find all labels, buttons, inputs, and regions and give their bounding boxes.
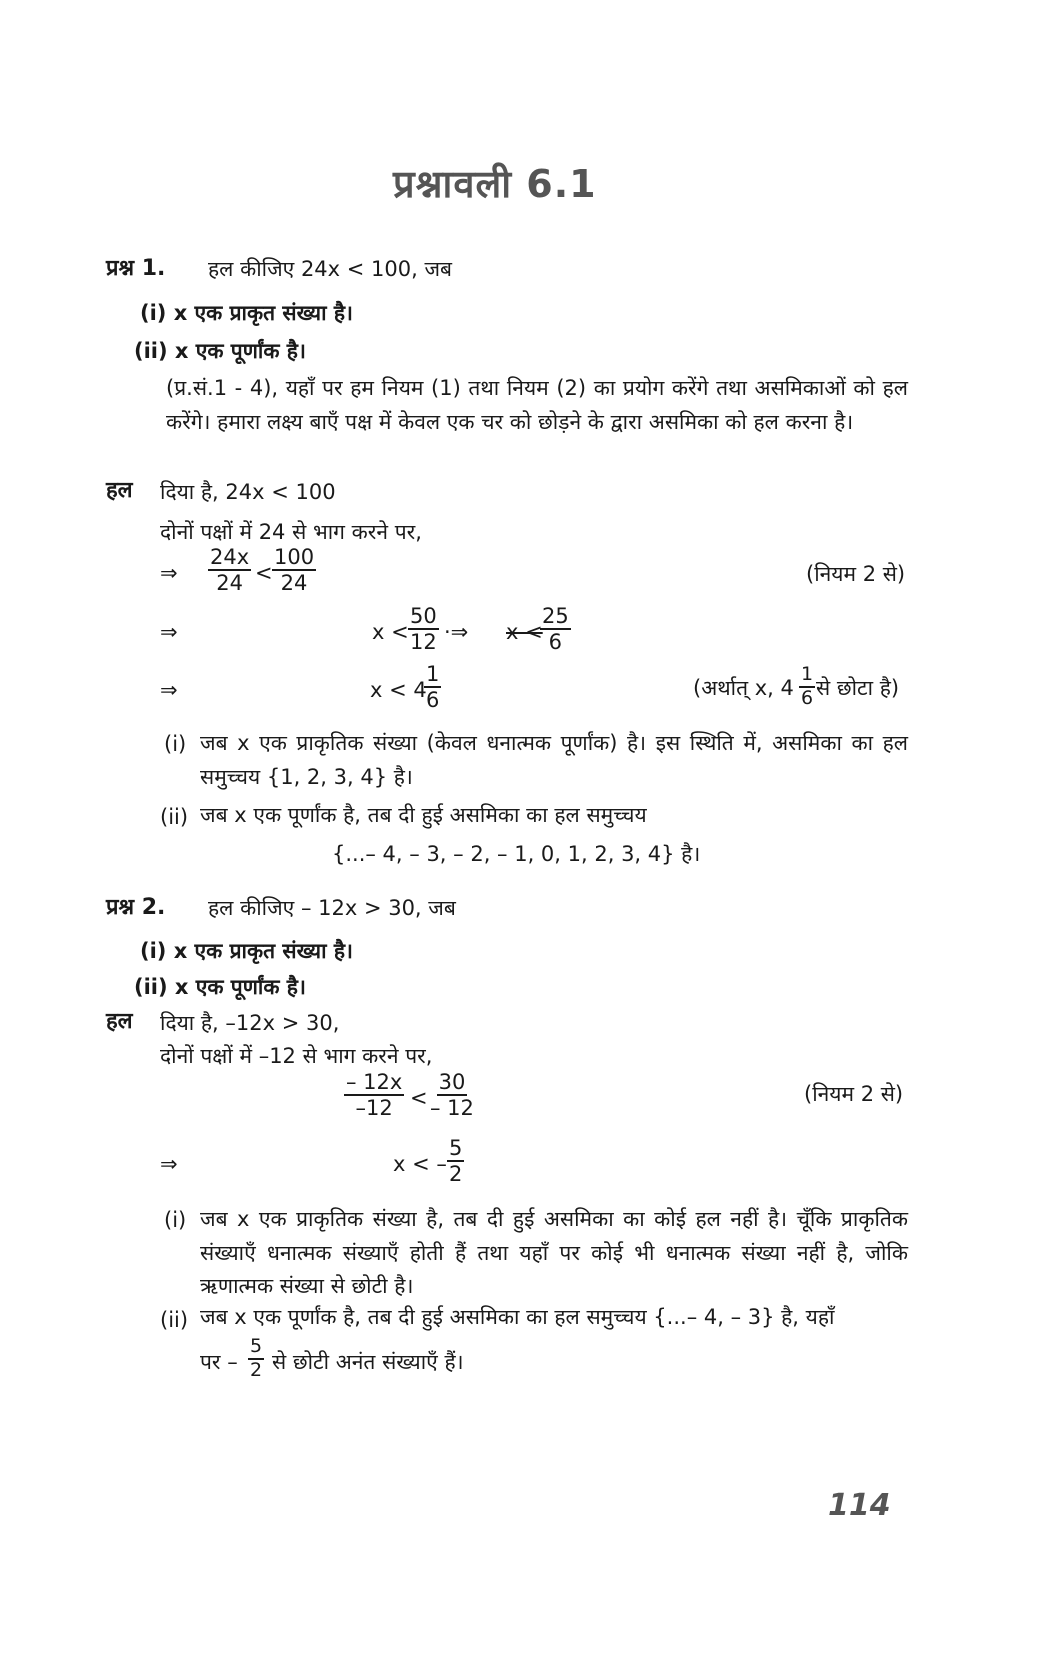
- page-number: 114: [828, 1488, 891, 1523]
- step-3-note-prefix: (अर्थात् x, 4: [693, 676, 794, 700]
- question-2-prompt: हल कीजिए – 12x > 30, जब: [208, 896, 456, 920]
- fraction-numerator: 1: [424, 662, 441, 688]
- fraction-denominator: 2: [449, 1162, 463, 1187]
- fraction-denominator: 6: [548, 630, 563, 655]
- question-2-label: प्रश्न 2.: [106, 895, 166, 920]
- solution-1-divide: दोनों पक्षों में 24 से भाग करने पर,: [160, 520, 422, 544]
- implies-arrow: ⇒: [160, 678, 178, 702]
- fraction-100-over-24: [272, 545, 316, 595]
- fraction-numerator: 24x: [208, 545, 251, 571]
- solution-1-case-ii-set: {...– 4, – 3, – 2, – 1, 0, 1, 2, 3, 4} है।: [332, 842, 701, 866]
- solution-1-case-i: जब x एक प्राकृतिक संख्या (केवल धनात्मक पूर्णांक) है। इस स्थिति में, असमिका का हल समुच्चय {1, 2, 3, 4} है।: [200, 731, 908, 789]
- solution-1-case-ii-label: (ii): [160, 805, 189, 829]
- fraction-numerator: 5: [248, 1336, 264, 1360]
- implies-arrow: ⇒: [160, 620, 178, 644]
- fraction-denominator: 24: [280, 571, 308, 596]
- step-2-lhs: x < –: [393, 1152, 447, 1176]
- fraction-numerator: – 12x: [344, 1070, 404, 1096]
- less-than-sign: <: [410, 1086, 428, 1110]
- step-3-note-suffix: से छोटा है): [816, 676, 900, 700]
- fraction-numerator: 5: [447, 1136, 464, 1162]
- question-2-part-i: (i) x एक प्राकृत संख्या है।: [140, 939, 353, 963]
- solution-1-case-i-label: (i): [164, 732, 187, 756]
- question-1-label: प्रश्न 1.: [106, 256, 166, 281]
- fraction-24x-over-24: [208, 545, 251, 595]
- solution-2-case-ii: जब x एक पूर्णांक है, तब दी हुई असमिका का हल समुच्चय {...– 4, – 3} है, यहाँ: [200, 1305, 835, 1329]
- implies-arrow: ⇒: [160, 1152, 178, 1176]
- solution-2-divide: दोनों पक्षों में –12 से भाग करने पर,: [160, 1044, 433, 1068]
- question-1-part-i: (i) x एक प्राकृत संख्या है।: [140, 301, 353, 325]
- rule-reference: (नियम 2 से): [804, 1082, 904, 1106]
- solution-1-given: दिया है, 24x < 100: [160, 480, 336, 504]
- less-than-sign: <: [255, 561, 273, 585]
- fraction-denominator: 24: [216, 571, 243, 596]
- fraction-1-over-6-note: [799, 664, 815, 710]
- fraction-numerator: 50: [408, 604, 439, 630]
- fraction-denominator: 6: [426, 688, 440, 713]
- fraction-5-over-2: [447, 1136, 464, 1186]
- rule-reference: (नियम 2 से): [806, 562, 906, 586]
- fraction-denominator: – 12: [430, 1096, 474, 1121]
- implies-arrow: ·⇒: [444, 620, 469, 644]
- solution-2-case-ii-line2-prefix: पर –: [200, 1350, 238, 1374]
- solution-2-case-i: जब x एक प्राकृतिक संख्या है, तब दी हुई असमिका का कोई हल नहीं है। चूँकि प्राकृतिक संख्याएँ धनात्मक संख्याएँ होती हैं तथा यहाँ पर कोई भी धनात्मक संख्या नहीं है, जोकि ऋणात्मक संख्या से छोटी है।: [200, 1207, 908, 1299]
- question-1-prompt: हल कीजिए 24x < 100, जब: [208, 257, 453, 281]
- question-2-part-ii: (ii) x एक पूर्णांक है।: [134, 975, 306, 999]
- fraction-denominator: 2: [250, 1358, 263, 1381]
- fraction-numerator: 100: [272, 545, 316, 571]
- solution-2-label: हल: [106, 1009, 133, 1034]
- fraction-denominator: 12: [410, 630, 437, 655]
- fraction-1-over-6: [424, 662, 441, 712]
- fraction-numerator: 30: [437, 1070, 468, 1096]
- question-1-note: (प्र.सं.1 - 4), यहाँ पर हम नियम (1) तथा नियम (2) का प्रयोग करेंगे तथा असमिकाओं को हल करेंगे। हमारा लक्ष्य बाएँ पक्ष में केवल एक चर को छोड़ने के द्वारा असमिका को हल करना है।: [166, 376, 908, 434]
- solution-2-case-i-label: (i): [164, 1208, 187, 1232]
- solution-1-case-ii: जब x एक पूर्णांक है, तब दी हुई असमिका का हल समुच्चय: [200, 803, 647, 827]
- solution-2-case-ii-label: (ii): [160, 1308, 189, 1332]
- implies-arrow: ⇒: [160, 561, 178, 585]
- fraction-denominator: –12: [355, 1096, 393, 1121]
- step-2-lhs: x <: [372, 620, 409, 644]
- fraction-numerator: 1: [799, 664, 815, 688]
- page-title: प्रश्नावली 6.1: [393, 162, 597, 206]
- fraction-minus12x-over-minus12: [344, 1070, 404, 1120]
- step-2b-lhs: x <: [506, 620, 543, 644]
- fraction-denominator: 6: [801, 686, 814, 709]
- question-1-part-ii: (ii) x एक पूर्णांक है।: [134, 339, 306, 363]
- fraction-numerator: 25: [540, 604, 571, 630]
- fraction-25-over-6: [540, 604, 571, 654]
- fraction-30-over-minus12: [428, 1070, 476, 1120]
- solution-2-case-ii-line2-suffix: से छोटी अनंत संख्याएँ हैं।: [272, 1350, 464, 1374]
- solution-2-given: दिया है, –12x > 30,: [160, 1011, 340, 1035]
- solution-1-label: हल: [106, 478, 133, 503]
- fraction-5-over-2-inline: [248, 1336, 264, 1382]
- fraction-50-over-12: [408, 604, 439, 654]
- step-3-lhs: x < 4: [370, 678, 427, 702]
